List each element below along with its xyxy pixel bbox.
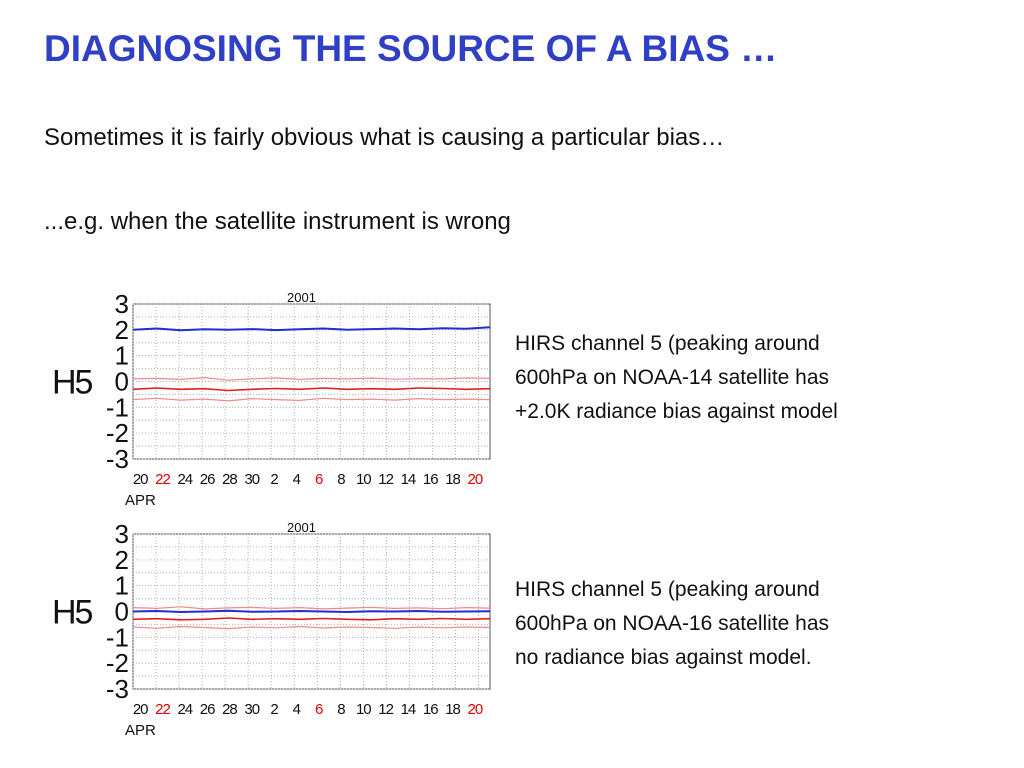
x-tick-label: 12 (378, 471, 393, 488)
x-tick-label: 6 (314, 471, 323, 488)
example-text: ...e.g. when the satellite instrument is wrong (44, 208, 511, 235)
x-tick-label: 16 (422, 701, 438, 718)
x-axis-label: APR (125, 492, 156, 509)
y-tick-label: -2 (105, 418, 129, 449)
x-tick-label: 26 (199, 701, 215, 718)
x-tick-label: 2 (270, 471, 278, 488)
x-axis-label: APR (125, 722, 156, 739)
noaa14-caption (515, 327, 995, 429)
x-tick-label: 6 (314, 701, 323, 718)
caption-line: no radiance bias against model. (515, 646, 812, 669)
noaa16-caption (515, 573, 995, 675)
y-tick-label: 2 (114, 544, 129, 575)
x-tick-label: 10 (355, 701, 371, 718)
chart-title: 2001 (287, 520, 316, 535)
y-tick-label: -3 (105, 444, 129, 474)
series-line-mean-bias (133, 611, 490, 612)
x-tick-label: 20 (467, 471, 483, 488)
y-tick-label: 0 (114, 366, 129, 397)
x-tick-label: 16 (422, 471, 438, 488)
caption-line: 600hPa on NOAA-16 satellite has (515, 612, 830, 635)
caption-line: 600hPa on NOAA-14 satellite has (515, 366, 830, 389)
y-tick-label: -1 (105, 392, 129, 423)
y-tick-label: 3 (114, 519, 129, 549)
slide-title: DIAGNOSING THE SOURCE OF A BIAS … (44, 28, 778, 69)
x-tick-label: 28 (222, 471, 237, 488)
x-tick-label: 18 (445, 701, 460, 718)
x-tick-label: 12 (378, 701, 393, 718)
x-tick-label: 24 (177, 701, 193, 718)
y-tick-label: 2 (114, 314, 129, 345)
caption-line: HIRS channel 5 (peaking around (515, 332, 820, 355)
x-tick-label: 14 (400, 701, 416, 718)
y-tick-label: -3 (105, 674, 129, 704)
x-tick-label: 20 (467, 701, 483, 718)
y-tick-label: 3 (114, 289, 129, 319)
x-tick-label: 14 (400, 471, 416, 488)
x-tick-label: 30 (244, 701, 260, 718)
x-tick-label: 8 (337, 701, 345, 718)
caption-line: +2.0K radiance bias against model (515, 400, 838, 423)
x-tick-label: 20 (132, 701, 148, 718)
y-tick-label: 1 (114, 570, 129, 601)
x-tick-label: 18 (445, 471, 460, 488)
noaa16-bias-chart (40, 517, 510, 742)
y-tick-label: -2 (105, 648, 129, 679)
x-tick-label: 10 (355, 471, 371, 488)
y-axis-label: H5 (52, 363, 92, 402)
y-tick-label: 0 (114, 596, 129, 627)
x-tick-label: 22 (155, 471, 170, 488)
x-tick-label: 8 (337, 471, 345, 488)
x-tick-label: 30 (244, 471, 260, 488)
y-axis-label: H5 (52, 593, 92, 632)
x-tick-label: 24 (177, 471, 193, 488)
x-tick-label: 22 (155, 701, 170, 718)
x-tick-label: 2 (270, 701, 278, 718)
chart-title: 2001 (287, 290, 316, 305)
x-tick-label: 28 (222, 701, 237, 718)
y-tick-label: 1 (114, 340, 129, 371)
caption-line: HIRS channel 5 (peaking around (515, 578, 820, 601)
x-tick-label: 4 (292, 471, 301, 488)
intro-text: Sometimes it is fairly obvious what is causing a particular bias… (44, 124, 725, 151)
x-tick-label: 26 (199, 471, 215, 488)
x-tick-label: 20 (132, 471, 148, 488)
y-tick-label: -1 (105, 622, 129, 653)
x-tick-label: 4 (292, 701, 301, 718)
noaa14-bias-chart (40, 287, 510, 512)
